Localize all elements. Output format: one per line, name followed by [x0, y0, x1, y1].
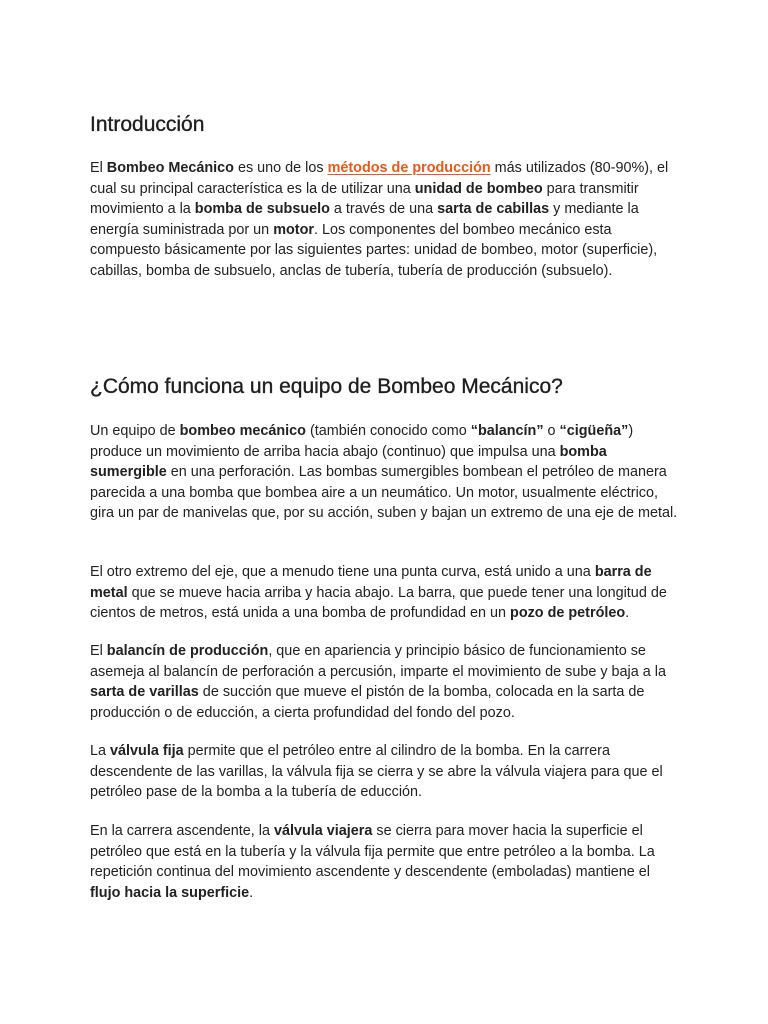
how-it-works-paragraph-5	[90, 821, 680, 903]
bold-text-run: bomba sumergible	[90, 443, 607, 481]
text-run: Un equipo de	[90, 423, 180, 439]
text-run: se cierra para mover hacia la superficie el petróleo que está en la tubería y la válvula fija permite que entre petróleo a la bomba. La repetición continua del movimiento ascendente y descendente (emboladas) mantiene el	[90, 823, 655, 881]
how-it-works-heading: ¿Cómo funciona un equipo de Bombeo Mecánico?	[90, 375, 563, 398]
text-run: de succión que mueve el pistón de la bomba, colocada en la sarta de producción o de educción, a cierta profundidad del fondo del pozo.	[90, 684, 645, 721]
text-run: a través de una	[329, 201, 438, 218]
text-run: El	[90, 160, 107, 176]
text-run: más utilizados (80-90%), el cual su principal característica es la de utilizar una	[90, 160, 669, 197]
text-run: ) produce un movimiento de arriba hacia abajo (continuo) que impulsa una	[90, 423, 634, 460]
text-run: es uno de los	[233, 160, 328, 176]
intro-paragraph	[90, 158, 680, 282]
how-it-works-paragraph-1	[90, 421, 680, 524]
how-it-works-paragraph-4	[90, 741, 680, 803]
text-run: y mediante la energía suministrada por un	[90, 201, 639, 238]
text-run: que se mueve hacia arriba y hacia abajo. La barra, que puede tener una longitud de cientos de metros, está unida a una bomba de profundidad en un	[90, 584, 667, 622]
text-run: El	[90, 643, 107, 659]
intro-heading: Introducción	[90, 113, 205, 136]
bold-text-run: válvula viajera	[274, 823, 373, 839]
how-it-works-paragraph-2	[90, 562, 680, 624]
bold-text-run: Bombeo Mecánico	[106, 160, 234, 176]
bold-text-run: “cigüeña”	[559, 423, 629, 439]
bold-text-run: pozo de petróleo	[510, 605, 626, 622]
bold-text-run: válvula fija	[110, 743, 184, 759]
text-run: en una perforación. Las bombas sumergibles bombean el petróleo de manera parecida a una bomba que bombea aire a un neumático. Un motor, usualmente eléctrico, gira un par de manivelas que, por su acción, suben y bajan un extremo de una eje de metal.	[90, 464, 678, 522]
bold-text-run: unidad de bombeo	[414, 180, 543, 197]
inline-link[interactable]: métodos de producción	[327, 160, 491, 176]
bold-text-run: motor	[273, 221, 314, 238]
text-run: permite que el petróleo entre al cilindro de la bomba. En la carrera descendente de las varillas, la válvula fija se cierra y se abre la válvula viajera para que el petróleo pase de la bomba a la tubería de educción.	[90, 743, 663, 801]
bold-text-run: sarta de varillas	[90, 684, 199, 701]
how-it-works-paragraph-3	[90, 641, 680, 723]
text-run: (también conocido como	[305, 423, 471, 439]
bold-text-run: bomba de subsuelo	[194, 201, 330, 218]
text-run: La	[90, 743, 111, 759]
text-run: En la carrera ascendente, la	[90, 823, 274, 839]
text-run: . Los componentes del bombeo mecánico esta compuesto básicamente por las siguientes partes: unidad de bombeo, motor (superficie), cabillas, bomba de subsuelo, anclas de tubería, tubería de producción (subsuelo).	[90, 221, 658, 279]
text-run: .	[249, 884, 254, 901]
bold-text-run: balancín de producción	[106, 643, 269, 659]
text-run: El otro extremo del eje, que a menudo tiene una punta curva, está unido a una	[90, 564, 595, 580]
bold-text-run: barra de metal	[90, 564, 652, 601]
text-run: para transmitir movimiento a la	[90, 180, 639, 218]
text-run: .	[625, 605, 630, 622]
bold-text-run: sarta de cabillas	[437, 201, 550, 218]
text-run: , que en apariencia y principio básico de funcionamiento se asemeja al balancín de perforación a percusión, imparte el movimiento de sube y baja a la	[90, 643, 666, 680]
bold-text-run: bombeo mecánico	[179, 423, 306, 439]
bold-text-run: “balancín”	[470, 423, 544, 439]
text-run: o	[543, 423, 560, 439]
bold-text-run: flujo hacia la superficie	[90, 884, 250, 901]
